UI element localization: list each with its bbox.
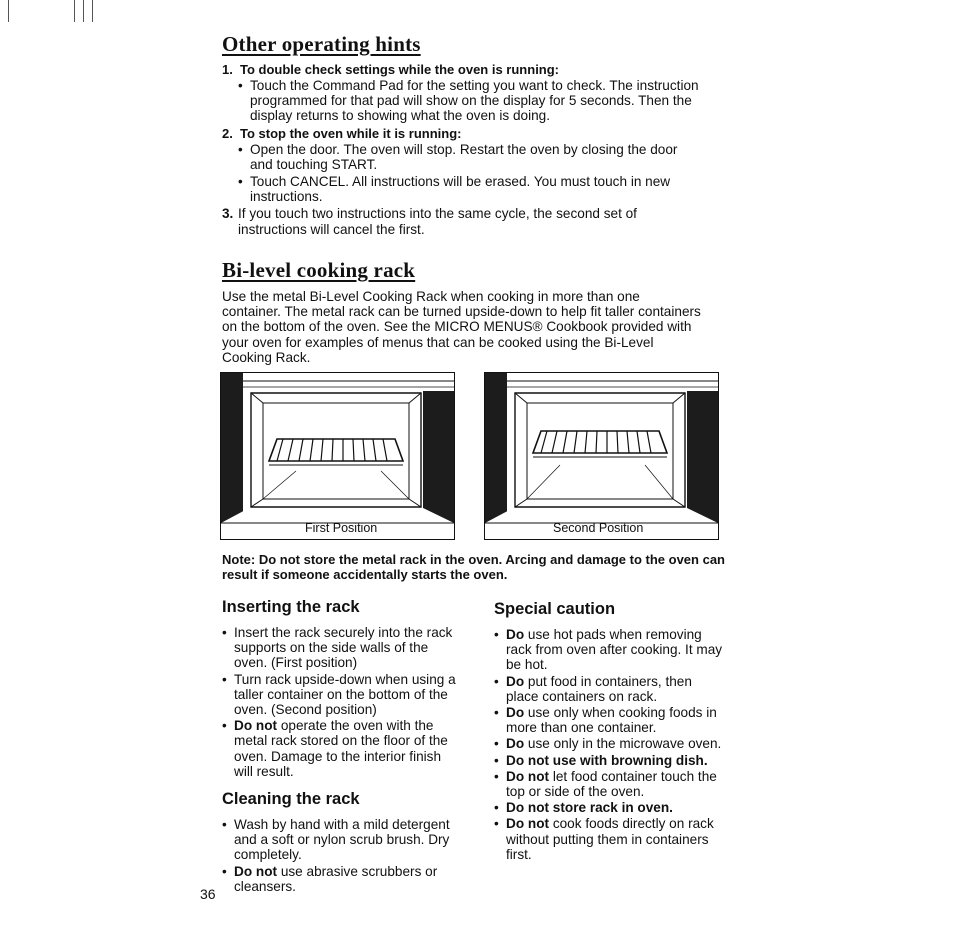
figure-caption: First Position (305, 521, 378, 535)
storage-note: Note: Do not store the metal rack in the oven. Arcing and damage to the oven can result if someone accidentally starts the oven. (222, 552, 725, 582)
list-item: • Do not store rack in oven. (494, 800, 724, 815)
rack-title: Bi-level cooking rack (222, 258, 416, 282)
list-item: • Turn rack upside-down when using a taller container on the bottom of the oven. (Second position) (222, 672, 462, 718)
inserting-title: Inserting the rack (222, 598, 360, 616)
rack-intro: Use the metal Bi-Level Cooking Rack when cooking in more than one container. The metal rack can be turned upside-down to help fit taller containers on the bottom of the oven. See the MICRO MENUS® Cookbook provided with your oven for examples of menus that can be cooked using the Bi-Level Cooking Rack. (222, 289, 701, 365)
list-item: • Do not use with browning dish. (494, 753, 724, 768)
list-item: • Do use only in the microwave oven. (494, 736, 724, 751)
caution-list (494, 627, 724, 862)
hint-number: 1. (222, 62, 233, 77)
hint-bullet: • Touch the Command Pad for the setting you want to check. The instruction programmed for that pad will show on the display for 5 seconds. Then the display returns to showing what the oven is doing. (238, 78, 732, 124)
oven-rack-illustration (485, 373, 718, 539)
list-item: • Do not let food container touch the top or side of the oven. (494, 769, 724, 799)
hint-item-2 (222, 126, 732, 205)
figure-second-position (484, 372, 719, 540)
list-item: • Do put food in containers, then place containers on rack. (494, 674, 724, 704)
hint-number: 2. (222, 125, 233, 141)
list-item: • Insert the rack securely into the rack supports on the side walls of the oven. (First position) (222, 625, 462, 671)
cleaning-title: Cleaning the rack (222, 790, 360, 808)
caution-title: Special caution (494, 600, 616, 618)
list-item: • Do not operate the oven with the metal rack stored on the floor of the oven. Damage to the interior finish will result. (222, 718, 462, 779)
crop-mark (83, 0, 84, 22)
list-item: • Wash by hand with a mild detergent and a soft or nylon scrub brush. Dry completely. (222, 817, 452, 863)
page-number: 36 (200, 886, 216, 902)
figure-caption: Second Position (553, 521, 644, 535)
figure-first-position (220, 372, 455, 540)
list-item: • Do use only when cooking foods in more than one container. (494, 705, 724, 735)
hint-number: 3. (222, 206, 234, 222)
hint-bullet: • Touch CANCEL. All instructions will be erased. You must touch in new instructions. (238, 174, 720, 204)
cleaning-list (222, 817, 452, 894)
inserting-list (222, 625, 462, 779)
oven-rack-illustration (221, 373, 454, 539)
hint-heading: To stop the oven while it is running: (240, 125, 462, 141)
hint-item-1 (222, 62, 732, 124)
hints-list (222, 62, 732, 237)
hint-bullet: • Open the door. The oven will stop. Restart the oven by closing the door and touching START. (238, 142, 690, 172)
crop-mark (74, 0, 75, 22)
crop-mark (8, 0, 9, 22)
list-item: • Do not use abrasive scrubbers or cleansers. (222, 864, 452, 894)
hint-heading: To double check settings while the oven is running: (240, 62, 560, 77)
hint-text: If you touch two instructions into the same cycle, the second set of instructions will cancel the first. (238, 206, 637, 237)
crop-mark (92, 0, 93, 22)
hints-title: Other operating hints (222, 32, 421, 56)
list-item: • Do not cook foods directly on rack without putting them in containers first. (494, 816, 724, 862)
list-item: • Do use hot pads when removing rack from oven after cooking. It may be hot. (494, 627, 724, 673)
hint-item-3 (222, 206, 732, 236)
